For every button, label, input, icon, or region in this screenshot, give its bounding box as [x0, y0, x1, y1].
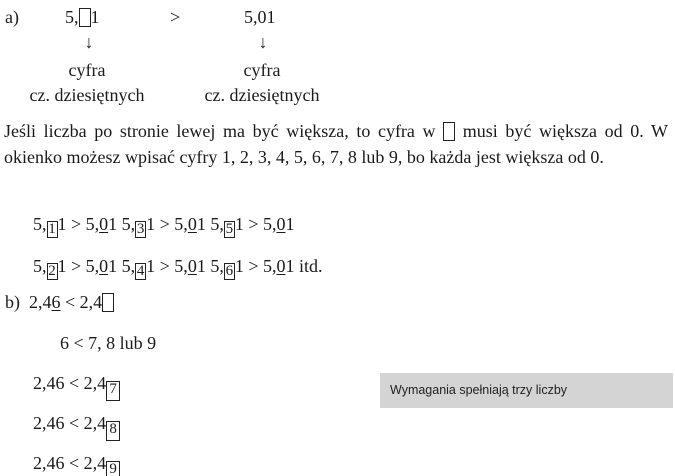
- requirement-note: [380, 373, 673, 408]
- part-b-relation: <: [65, 292, 76, 312]
- part-b-lhs: 2,46: [29, 292, 61, 312]
- digit-box-empty: [102, 293, 114, 312]
- down-arrow-icon: ↓: [258, 32, 268, 52]
- digit-box: 4: [136, 263, 145, 279]
- example-item: 5, 21 > 5,01: [33, 256, 118, 279]
- examples-row-1: [33, 215, 294, 238]
- digit-box: 9: [106, 461, 120, 476]
- left-number-suffix: 1: [90, 7, 100, 27]
- part-a-left-number: [65, 8, 100, 27]
- example-item: 5, 41 > 5,01: [121, 256, 206, 279]
- left-number-prefix: 5,: [65, 7, 79, 27]
- left-annotation-line1: cyfra: [68, 60, 106, 80]
- digit-box: 8: [106, 421, 120, 441]
- example-item: 5, 11 > 5,01: [33, 214, 118, 237]
- part-b-label: b): [5, 292, 20, 312]
- paragraph-text-before: Jeśli liczba po stronie lewej ma być większa, to cyfra w: [4, 121, 436, 141]
- part-a-relation: >: [170, 7, 181, 27]
- explanation-paragraph: [4, 118, 668, 170]
- etc-label: itd.: [298, 256, 323, 276]
- digit-box: 2: [48, 263, 56, 279]
- example-item: 5, 31 > 5,01: [121, 214, 206, 237]
- digit-box: 6: [225, 263, 234, 279]
- part-a-right-number: 5,01: [244, 7, 276, 27]
- example-item: 5, 61 > 5,01: [210, 256, 295, 279]
- answer-line: 2,46 < 2,4 9: [33, 454, 120, 476]
- digit-box: 3: [136, 221, 145, 237]
- answer-line: 2,46 < 2,4 8: [33, 414, 120, 441]
- examples-row-2: [33, 257, 322, 280]
- digit-box: 5: [225, 221, 234, 237]
- digit-box: 1: [48, 221, 56, 237]
- digit-box: 7: [106, 381, 120, 401]
- requirement-note-text: Wymagania spełniają trzy liczby: [390, 383, 568, 397]
- paragraph-text-after: musi być większa od 0. W okienko możesz wpisać cyfry 1, 2, 3, 4, 5, 6, 7, 8 lub 9, bo każda jest większa od 0.: [4, 121, 669, 167]
- answer-line: 2,46 < 2,4 7: [33, 374, 120, 401]
- example-item: 5, 51 > 5,01: [210, 214, 295, 237]
- part-a-label: a): [5, 7, 19, 27]
- digit-box-empty: [443, 122, 455, 141]
- right-annotation-line1: cyfra: [243, 60, 281, 80]
- digit-box-empty: [79, 8, 91, 27]
- part-b-header: [5, 293, 114, 312]
- left-annotation-line2: cz. dziesiętnych: [29, 85, 145, 105]
- part-b-comparison: 6 < 7, 8 lub 9: [60, 333, 157, 353]
- down-arrow-icon: ↓: [84, 32, 94, 52]
- right-annotation-line2: cz. dziesiętnych: [204, 85, 320, 105]
- part-b-rhs: 2,4: [80, 292, 115, 312]
